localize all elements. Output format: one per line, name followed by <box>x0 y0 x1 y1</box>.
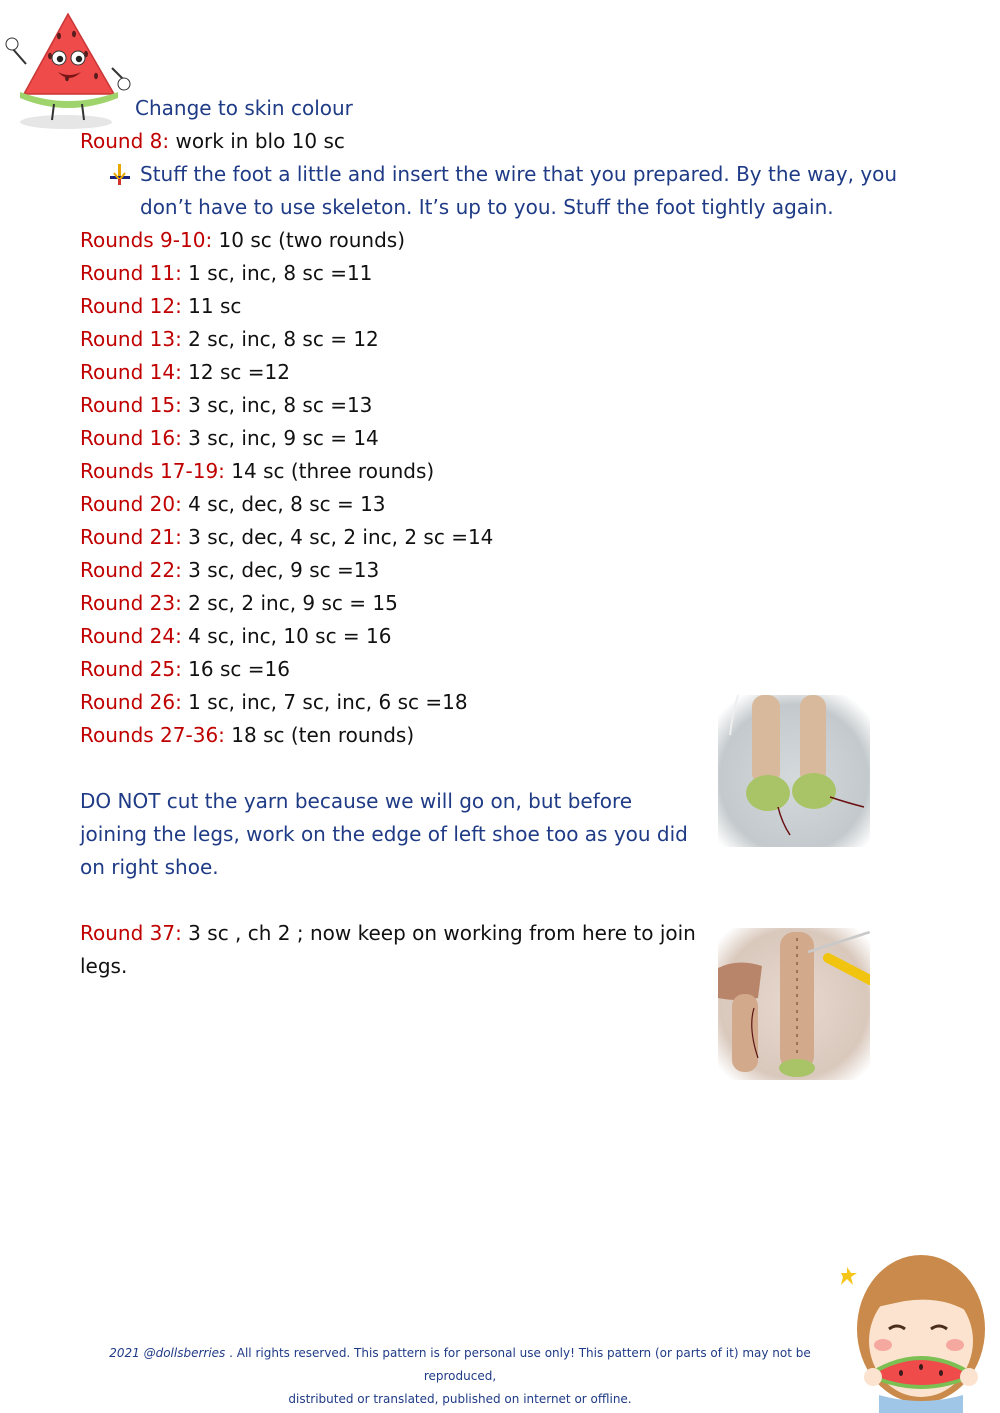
round-text: 3 sc, inc, 9 sc = 14 <box>181 426 379 450</box>
footer-line-1 <box>80 1342 840 1388</box>
round-line <box>80 356 290 389</box>
round-label: Round 15: <box>80 393 182 417</box>
round-text: 3 sc , ch 2 ; now keep on working from here to join legs. <box>80 921 696 978</box>
round-label: Rounds 17-19: <box>80 459 225 483</box>
intro-text: Change to skin colour <box>135 96 353 120</box>
round-line <box>80 554 379 587</box>
round-line <box>80 389 372 422</box>
round-line <box>80 686 468 719</box>
round-text: 1 sc, inc, 7 sc, inc, 6 sc =18 <box>181 690 468 714</box>
round-text: 16 sc =16 <box>181 657 290 681</box>
round-label: Round 22: <box>80 558 182 582</box>
round-label: Round 21: <box>80 525 182 549</box>
round-text: 3 sc, inc, 8 sc =13 <box>181 393 373 417</box>
watermelon-mascot-icon <box>4 6 134 132</box>
copyright-footer <box>80 1342 840 1411</box>
round-text: 18 sc (ten rounds) <box>224 723 415 747</box>
round-label: Round 11: <box>80 261 182 285</box>
round-label: Round 37: <box>80 921 182 945</box>
arrow-bullet-icon <box>108 164 132 186</box>
round-line <box>80 290 241 323</box>
round-label: Round 12: <box>80 294 182 318</box>
round-label: Round 14: <box>80 360 182 384</box>
round-line <box>80 653 290 686</box>
round-text: 2 sc, inc, 8 sc = 12 <box>181 327 379 351</box>
legs-with-shoes-photo <box>718 695 870 847</box>
round-line <box>80 620 392 653</box>
round-text: 14 sc (three rounds) <box>224 459 435 483</box>
round-text: 1 sc, inc, 8 sc =11 <box>181 261 373 285</box>
round-label: Rounds 9-10: <box>80 228 213 252</box>
round-line <box>80 719 414 752</box>
round-line <box>80 455 434 488</box>
footer-line-1-text: . All rights reserved. This pattern is for personal use only! This pattern (or parts of it) may not be reproduced, <box>225 1346 811 1383</box>
round-label: Round 16: <box>80 426 182 450</box>
do-not-cut-paragraph: DO NOT cut the yarn because we will go on, but before joining the legs, work on the edge of left shoe too as you did on right shoe. <box>80 789 688 879</box>
round-text: 4 sc, inc, 10 sc = 16 <box>181 624 392 648</box>
round-line <box>80 323 379 356</box>
round-label: Round 26: <box>80 690 182 714</box>
round-line <box>80 422 379 455</box>
note-text: Stuff the foot a little and insert the wire that you prepared. By the way, you don’t have to use skeleton. It’s up to you. Stuff the foot tightly again. <box>140 162 898 219</box>
round-label: Round 13: <box>80 327 182 351</box>
round-text: 11 sc <box>181 294 242 318</box>
round-text: 10 sc (two rounds) <box>212 228 406 252</box>
footer-line-2: distributed or translated, published on internet or offline. <box>288 1392 632 1406</box>
round-text: 3 sc, dec, 9 sc =13 <box>181 558 380 582</box>
round-label: Round 20: <box>80 492 182 516</box>
round-label: Rounds 27-36: <box>80 723 225 747</box>
round-37-paragraph <box>80 917 700 983</box>
round-text: 2 sc, 2 inc, 9 sc = 15 <box>181 591 398 615</box>
round-label: Round 24: <box>80 624 182 648</box>
round-label: Round 23: <box>80 591 182 615</box>
round-line <box>80 257 372 290</box>
round-text: work in blo 10 sc <box>169 129 345 153</box>
girl-eating-watermelon-icon <box>835 1245 985 1413</box>
footer-handle: 2021 @dollsberries <box>109 1346 226 1360</box>
round-text: 3 sc, dec, 4 sc, 2 inc, 2 sc =14 <box>181 525 494 549</box>
note-bullet <box>108 158 938 224</box>
round-line <box>80 587 398 620</box>
round-label: Round 8: <box>80 129 170 153</box>
round-line <box>80 224 405 257</box>
round-text: 12 sc =12 <box>181 360 290 384</box>
round-line <box>80 488 386 521</box>
round-text: 4 sc, dec, 8 sc = 13 <box>181 492 386 516</box>
round-line <box>80 125 345 158</box>
round-label: Round 25: <box>80 657 182 681</box>
crochet-hook-photo <box>718 928 870 1080</box>
round-line <box>80 521 493 554</box>
